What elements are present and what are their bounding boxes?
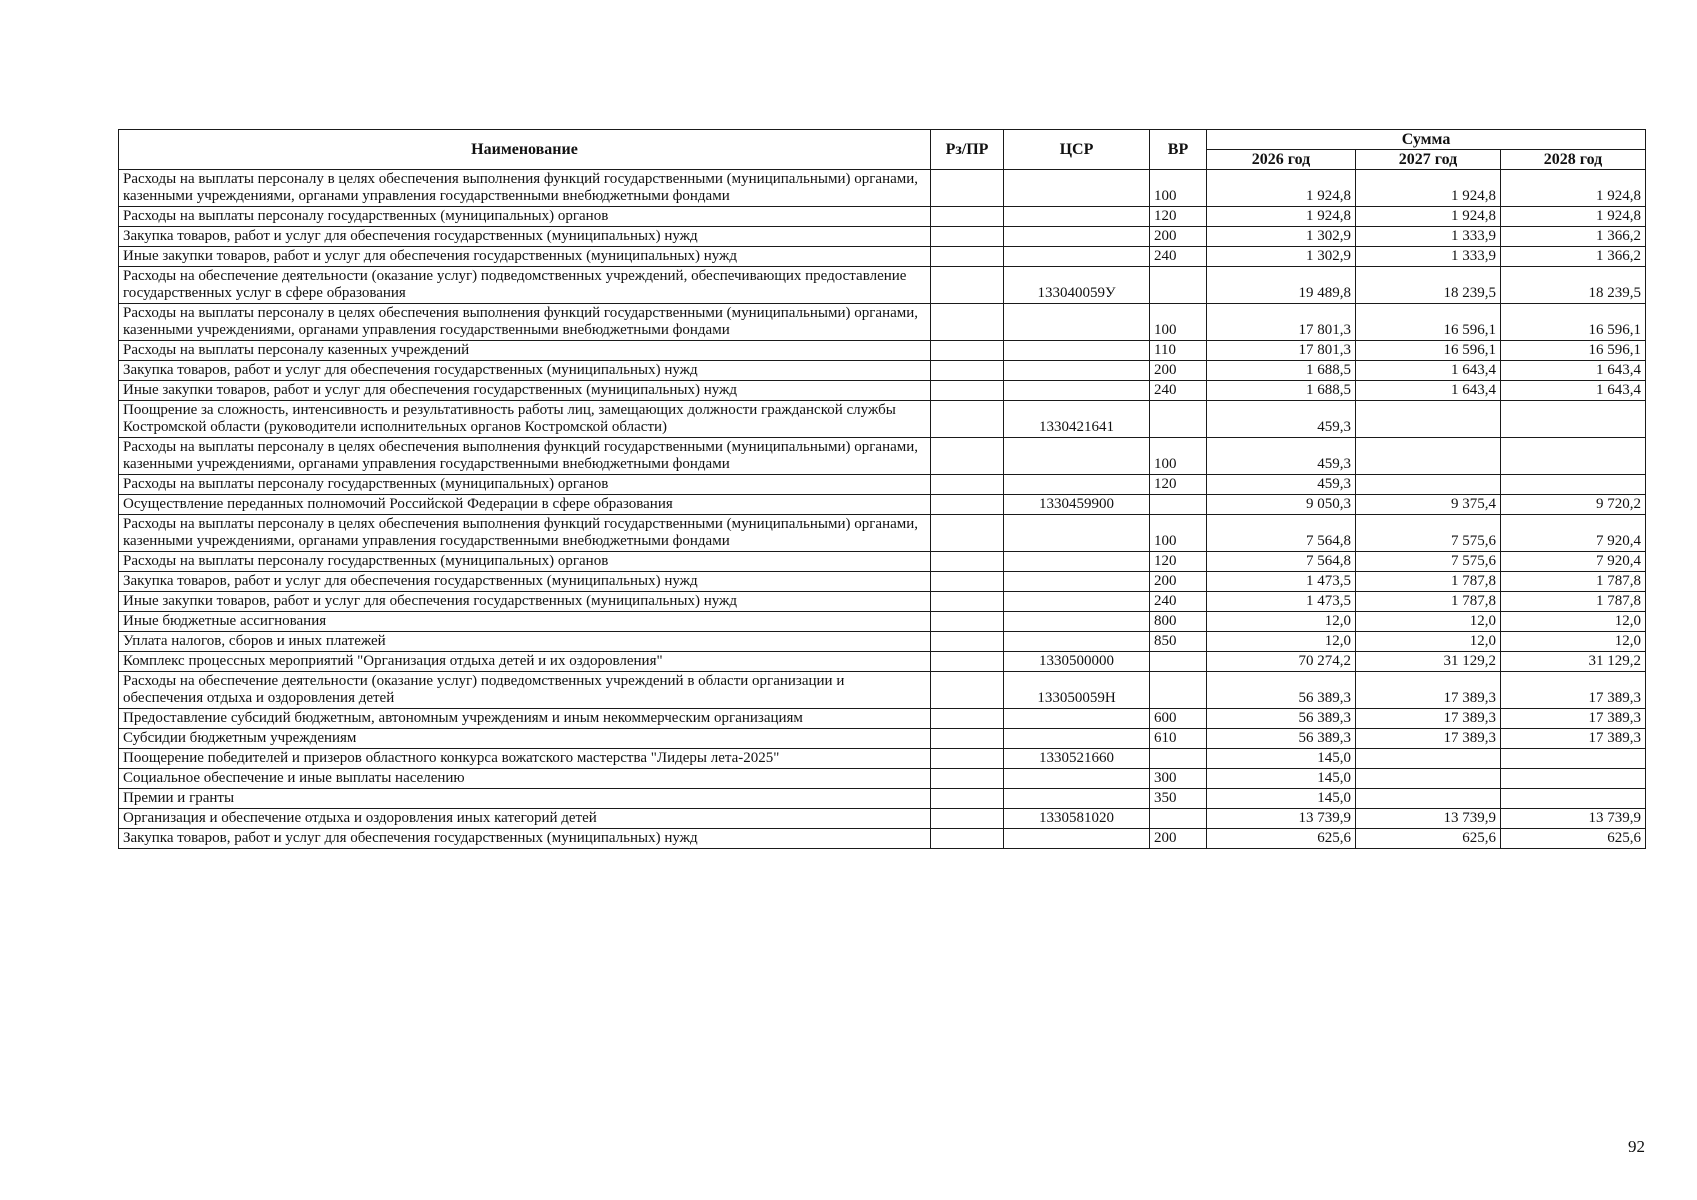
cell-2028: 1 924,8 bbox=[1501, 170, 1646, 207]
cell-name: Расходы на выплаты персоналу казенных учреждений bbox=[119, 341, 931, 361]
cell-rz-pr bbox=[931, 475, 1004, 495]
table-row bbox=[119, 572, 1646, 592]
cell-name: Расходы на выплаты персоналу в целях обеспечения выполнения функций государственными (муниципальными) органами, казенными учреждениями, органами управления государственными внебюджетными фондами bbox=[119, 438, 931, 475]
cell-2027: 1 787,8 bbox=[1356, 572, 1501, 592]
cell-2028: 18 239,5 bbox=[1501, 267, 1646, 304]
header-name: Наименование bbox=[119, 130, 931, 170]
cell-vr: 100 bbox=[1150, 170, 1207, 207]
table-row bbox=[119, 207, 1646, 227]
cell-rz-pr bbox=[931, 769, 1004, 789]
cell-name: Уплата налогов, сборов и иных платежей bbox=[119, 632, 931, 652]
cell-2027: 1 924,8 bbox=[1356, 207, 1501, 227]
cell-2026: 19 489,8 bbox=[1207, 267, 1356, 304]
cell-vr: 610 bbox=[1150, 729, 1207, 749]
cell-csr bbox=[1004, 170, 1150, 207]
cell-2026: 17 801,3 bbox=[1207, 341, 1356, 361]
cell-vr bbox=[1150, 749, 1207, 769]
cell-rz-pr bbox=[931, 709, 1004, 729]
table-row bbox=[119, 709, 1646, 729]
table-row bbox=[119, 749, 1646, 769]
cell-2028: 17 389,3 bbox=[1501, 709, 1646, 729]
cell-vr: 100 bbox=[1150, 515, 1207, 552]
cell-vr bbox=[1150, 672, 1207, 709]
cell-rz-pr bbox=[931, 247, 1004, 267]
cell-2028: 625,6 bbox=[1501, 829, 1646, 849]
cell-rz-pr bbox=[931, 304, 1004, 341]
cell-vr: 850 bbox=[1150, 632, 1207, 652]
cell-2026: 145,0 bbox=[1207, 749, 1356, 769]
cell-2028: 31 129,2 bbox=[1501, 652, 1646, 672]
cell-rz-pr bbox=[931, 515, 1004, 552]
table-row bbox=[119, 438, 1646, 475]
cell-vr: 240 bbox=[1150, 381, 1207, 401]
cell-csr bbox=[1004, 592, 1150, 612]
cell-rz-pr bbox=[931, 552, 1004, 572]
cell-name: Иные бюджетные ассигнования bbox=[119, 612, 931, 632]
cell-2027: 1 333,9 bbox=[1356, 247, 1501, 267]
cell-rz-pr bbox=[931, 829, 1004, 849]
cell-2027: 12,0 bbox=[1356, 612, 1501, 632]
cell-csr bbox=[1004, 769, 1150, 789]
table-row bbox=[119, 729, 1646, 749]
cell-rz-pr bbox=[931, 381, 1004, 401]
cell-2027: 1 924,8 bbox=[1356, 170, 1501, 207]
cell-vr: 240 bbox=[1150, 247, 1207, 267]
cell-2026: 459,3 bbox=[1207, 401, 1356, 438]
cell-2027: 31 129,2 bbox=[1356, 652, 1501, 672]
cell-vr: 120 bbox=[1150, 475, 1207, 495]
cell-2026: 145,0 bbox=[1207, 769, 1356, 789]
cell-2027: 13 739,9 bbox=[1356, 809, 1501, 829]
cell-2028: 16 596,1 bbox=[1501, 304, 1646, 341]
table-row bbox=[119, 267, 1646, 304]
table-body bbox=[119, 170, 1646, 849]
cell-2028 bbox=[1501, 769, 1646, 789]
table-row bbox=[119, 652, 1646, 672]
cell-2026: 1 302,9 bbox=[1207, 247, 1356, 267]
cell-rz-pr bbox=[931, 170, 1004, 207]
cell-name: Иные закупки товаров, работ и услуг для обеспечения государственных (муниципальных) нужд bbox=[119, 247, 931, 267]
cell-name: Расходы на обеспечение деятельности (оказание услуг) подведомственных учреждений, обеспечивающих предоставление государственных услуг в сфере образования bbox=[119, 267, 931, 304]
cell-2026: 56 389,3 bbox=[1207, 672, 1356, 709]
cell-2027: 9 375,4 bbox=[1356, 495, 1501, 515]
cell-2026: 56 389,3 bbox=[1207, 729, 1356, 749]
cell-rz-pr bbox=[931, 789, 1004, 809]
cell-csr: 1330459900 bbox=[1004, 495, 1150, 515]
page-number: 92 bbox=[1628, 1137, 1645, 1156]
cell-2027 bbox=[1356, 749, 1501, 769]
cell-name: Социальное обеспечение и иные выплаты населению bbox=[119, 769, 931, 789]
cell-2026: 145,0 bbox=[1207, 789, 1356, 809]
cell-rz-pr bbox=[931, 495, 1004, 515]
cell-vr: 120 bbox=[1150, 552, 1207, 572]
cell-2028 bbox=[1501, 475, 1646, 495]
cell-name: Закупка товаров, работ и услуг для обеспечения государственных (муниципальных) нужд bbox=[119, 829, 931, 849]
cell-rz-pr bbox=[931, 341, 1004, 361]
cell-rz-pr bbox=[931, 572, 1004, 592]
cell-2026: 1 924,8 bbox=[1207, 207, 1356, 227]
cell-name: Организация и обеспечение отдыха и оздоровления иных категорий детей bbox=[119, 809, 931, 829]
cell-rz-pr bbox=[931, 401, 1004, 438]
cell-2028 bbox=[1501, 749, 1646, 769]
cell-2026: 1 473,5 bbox=[1207, 572, 1356, 592]
cell-csr bbox=[1004, 207, 1150, 227]
cell-vr: 200 bbox=[1150, 361, 1207, 381]
cell-2026: 70 274,2 bbox=[1207, 652, 1356, 672]
cell-csr bbox=[1004, 829, 1150, 849]
table-row bbox=[119, 515, 1646, 552]
cell-csr bbox=[1004, 612, 1150, 632]
cell-2027: 17 389,3 bbox=[1356, 672, 1501, 709]
cell-name: Поощрение за сложность, интенсивность и результативность работы лиц, замещающих должности гражданской службы Костромской области (руководители исполнительных органов Костромской области) bbox=[119, 401, 931, 438]
cell-2027: 16 596,1 bbox=[1356, 304, 1501, 341]
cell-2027 bbox=[1356, 475, 1501, 495]
cell-rz-pr bbox=[931, 672, 1004, 709]
cell-2026: 7 564,8 bbox=[1207, 552, 1356, 572]
cell-name: Осуществление переданных полномочий Российской Федерации в сфере образования bbox=[119, 495, 931, 515]
cell-2028 bbox=[1501, 438, 1646, 475]
cell-2028: 1 643,4 bbox=[1501, 361, 1646, 381]
cell-csr: 1330581020 bbox=[1004, 809, 1150, 829]
cell-2027 bbox=[1356, 401, 1501, 438]
header-year-2028: 2028 год bbox=[1501, 150, 1646, 170]
cell-2028: 1 643,4 bbox=[1501, 381, 1646, 401]
cell-name: Расходы на выплаты персоналу в целях обеспечения выполнения функций государственными (муниципальными) органами, казенными учреждениями, органами управления государственными внебюджетными фондами bbox=[119, 515, 931, 552]
cell-name: Субсидии бюджетным учреждениям bbox=[119, 729, 931, 749]
cell-csr: 1330521660 bbox=[1004, 749, 1150, 769]
cell-2028: 1 366,2 bbox=[1501, 227, 1646, 247]
cell-2026: 13 739,9 bbox=[1207, 809, 1356, 829]
cell-csr bbox=[1004, 729, 1150, 749]
cell-2028: 13 739,9 bbox=[1501, 809, 1646, 829]
cell-2026: 12,0 bbox=[1207, 612, 1356, 632]
cell-2027: 7 575,6 bbox=[1356, 515, 1501, 552]
cell-2026: 625,6 bbox=[1207, 829, 1356, 849]
cell-2027: 1 333,9 bbox=[1356, 227, 1501, 247]
cell-vr: 200 bbox=[1150, 829, 1207, 849]
cell-vr bbox=[1150, 809, 1207, 829]
cell-rz-pr bbox=[931, 749, 1004, 769]
cell-2026: 1 924,8 bbox=[1207, 170, 1356, 207]
cell-name: Расходы на выплаты персоналу государственных (муниципальных) органов bbox=[119, 207, 931, 227]
cell-vr: 200 bbox=[1150, 227, 1207, 247]
cell-2028 bbox=[1501, 789, 1646, 809]
cell-2026: 56 389,3 bbox=[1207, 709, 1356, 729]
cell-vr: 100 bbox=[1150, 304, 1207, 341]
cell-2027 bbox=[1356, 769, 1501, 789]
cell-2026: 17 801,3 bbox=[1207, 304, 1356, 341]
table-row bbox=[119, 612, 1646, 632]
cell-vr: 350 bbox=[1150, 789, 1207, 809]
cell-csr: 133040059У bbox=[1004, 267, 1150, 304]
cell-2026: 12,0 bbox=[1207, 632, 1356, 652]
cell-2028: 1 366,2 bbox=[1501, 247, 1646, 267]
cell-vr: 120 bbox=[1150, 207, 1207, 227]
cell-name: Предоставление субсидий бюджетным, автономным учреждениям и иным некоммерческим организациям bbox=[119, 709, 931, 729]
table-row bbox=[119, 401, 1646, 438]
cell-2028: 1 924,8 bbox=[1501, 207, 1646, 227]
cell-name: Закупка товаров, работ и услуг для обеспечения государственных (муниципальных) нужд bbox=[119, 361, 931, 381]
cell-2028: 7 920,4 bbox=[1501, 552, 1646, 572]
header-rz-pr: Рз/ПР bbox=[931, 130, 1004, 170]
cell-vr bbox=[1150, 652, 1207, 672]
cell-2028: 17 389,3 bbox=[1501, 729, 1646, 749]
cell-vr: 100 bbox=[1150, 438, 1207, 475]
cell-2028: 1 787,8 bbox=[1501, 592, 1646, 612]
cell-name: Иные закупки товаров, работ и услуг для обеспечения государственных (муниципальных) нужд bbox=[119, 592, 931, 612]
cell-csr bbox=[1004, 341, 1150, 361]
table-row bbox=[119, 381, 1646, 401]
cell-2027: 16 596,1 bbox=[1356, 341, 1501, 361]
cell-2027: 18 239,5 bbox=[1356, 267, 1501, 304]
cell-name: Закупка товаров, работ и услуг для обеспечения государственных (муниципальных) нужд bbox=[119, 227, 931, 247]
table-row bbox=[119, 475, 1646, 495]
cell-2027 bbox=[1356, 438, 1501, 475]
cell-rz-pr bbox=[931, 612, 1004, 632]
cell-name: Поощерение победителей и призеров областного конкурса вожатского мастерства "Лидеры лета-2025" bbox=[119, 749, 931, 769]
cell-csr bbox=[1004, 552, 1150, 572]
cell-2026: 1 688,5 bbox=[1207, 381, 1356, 401]
cell-name: Расходы на выплаты персоналу государственных (муниципальных) органов bbox=[119, 475, 931, 495]
cell-vr bbox=[1150, 267, 1207, 304]
cell-csr bbox=[1004, 632, 1150, 652]
cell-csr bbox=[1004, 438, 1150, 475]
cell-2027: 17 389,3 bbox=[1356, 729, 1501, 749]
cell-rz-pr bbox=[931, 438, 1004, 475]
cell-2028: 16 596,1 bbox=[1501, 341, 1646, 361]
cell-rz-pr bbox=[931, 809, 1004, 829]
header-vr: ВР bbox=[1150, 130, 1207, 170]
cell-rz-pr bbox=[931, 729, 1004, 749]
cell-vr bbox=[1150, 495, 1207, 515]
cell-vr bbox=[1150, 401, 1207, 438]
table-row bbox=[119, 361, 1646, 381]
cell-csr: 1330421641 bbox=[1004, 401, 1150, 438]
table-row bbox=[119, 341, 1646, 361]
table-row bbox=[119, 789, 1646, 809]
cell-2026: 9 050,3 bbox=[1207, 495, 1356, 515]
cell-rz-pr bbox=[931, 227, 1004, 247]
table-row bbox=[119, 304, 1646, 341]
cell-2027: 17 389,3 bbox=[1356, 709, 1501, 729]
cell-csr bbox=[1004, 515, 1150, 552]
table-row bbox=[119, 632, 1646, 652]
header-year-2026: 2026 год bbox=[1207, 150, 1356, 170]
cell-vr: 600 bbox=[1150, 709, 1207, 729]
table-row bbox=[119, 247, 1646, 267]
cell-rz-pr bbox=[931, 267, 1004, 304]
cell-2028: 7 920,4 bbox=[1501, 515, 1646, 552]
table-row bbox=[119, 809, 1646, 829]
cell-csr bbox=[1004, 304, 1150, 341]
cell-csr bbox=[1004, 789, 1150, 809]
cell-vr: 200 bbox=[1150, 572, 1207, 592]
table-row bbox=[119, 672, 1646, 709]
cell-name: Премии и гранты bbox=[119, 789, 931, 809]
budget-table bbox=[118, 129, 1646, 849]
header-sum: Сумма bbox=[1207, 130, 1646, 150]
table-row bbox=[119, 552, 1646, 572]
cell-2027: 1 643,4 bbox=[1356, 381, 1501, 401]
cell-name: Комплекс процессных мероприятий "Организация отдыха детей и их оздоровления" bbox=[119, 652, 931, 672]
cell-2028: 17 389,3 bbox=[1501, 672, 1646, 709]
cell-csr bbox=[1004, 227, 1150, 247]
cell-2028: 9 720,2 bbox=[1501, 495, 1646, 515]
cell-2026: 459,3 bbox=[1207, 438, 1356, 475]
cell-2028: 1 787,8 bbox=[1501, 572, 1646, 592]
cell-2026: 1 302,9 bbox=[1207, 227, 1356, 247]
header-year-2027: 2027 год bbox=[1356, 150, 1501, 170]
cell-name: Расходы на выплаты персоналу в целях обеспечения выполнения функций государственными (муниципальными) органами, казенными учреждениями, органами управления государственными внебюджетными фондами bbox=[119, 170, 931, 207]
cell-2026: 459,3 bbox=[1207, 475, 1356, 495]
cell-2027: 1 787,8 bbox=[1356, 592, 1501, 612]
cell-2027: 7 575,6 bbox=[1356, 552, 1501, 572]
cell-csr bbox=[1004, 247, 1150, 267]
cell-rz-pr bbox=[931, 632, 1004, 652]
cell-rz-pr bbox=[931, 361, 1004, 381]
cell-vr: 300 bbox=[1150, 769, 1207, 789]
cell-2028: 12,0 bbox=[1501, 632, 1646, 652]
table-row bbox=[119, 170, 1646, 207]
table-row bbox=[119, 495, 1646, 515]
cell-2026: 1 688,5 bbox=[1207, 361, 1356, 381]
cell-name: Расходы на обеспечение деятельности (оказание услуг) подведомственных учреждений в области организации и обеспечения отдыха и оздоровления детей bbox=[119, 672, 931, 709]
cell-csr bbox=[1004, 361, 1150, 381]
cell-vr: 110 bbox=[1150, 341, 1207, 361]
cell-rz-pr bbox=[931, 592, 1004, 612]
cell-name: Иные закупки товаров, работ и услуг для обеспечения государственных (муниципальных) нужд bbox=[119, 381, 931, 401]
cell-vr: 240 bbox=[1150, 592, 1207, 612]
header-csr: ЦСР bbox=[1004, 130, 1150, 170]
cell-2028: 12,0 bbox=[1501, 612, 1646, 632]
cell-csr bbox=[1004, 475, 1150, 495]
cell-2026: 1 473,5 bbox=[1207, 592, 1356, 612]
table-row bbox=[119, 769, 1646, 789]
cell-rz-pr bbox=[931, 652, 1004, 672]
cell-csr bbox=[1004, 572, 1150, 592]
cell-2027 bbox=[1356, 789, 1501, 809]
cell-name: Закупка товаров, работ и услуг для обеспечения государственных (муниципальных) нужд bbox=[119, 572, 931, 592]
cell-2027: 12,0 bbox=[1356, 632, 1501, 652]
cell-csr bbox=[1004, 709, 1150, 729]
cell-vr: 800 bbox=[1150, 612, 1207, 632]
cell-rz-pr bbox=[931, 207, 1004, 227]
cell-csr: 133050059Н bbox=[1004, 672, 1150, 709]
cell-csr bbox=[1004, 381, 1150, 401]
cell-name: Расходы на выплаты персоналу государственных (муниципальных) органов bbox=[119, 552, 931, 572]
cell-2028 bbox=[1501, 401, 1646, 438]
table-row bbox=[119, 592, 1646, 612]
cell-csr: 1330500000 bbox=[1004, 652, 1150, 672]
cell-name: Расходы на выплаты персоналу в целях обеспечения выполнения функций государственными (муниципальными) органами, казенными учреждениями, органами управления государственными внебюджетными фондами bbox=[119, 304, 931, 341]
cell-2026: 7 564,8 bbox=[1207, 515, 1356, 552]
table-row bbox=[119, 227, 1646, 247]
table-row bbox=[119, 829, 1646, 849]
cell-2027: 625,6 bbox=[1356, 829, 1501, 849]
cell-2027: 1 643,4 bbox=[1356, 361, 1501, 381]
table-header-row bbox=[119, 130, 1646, 150]
